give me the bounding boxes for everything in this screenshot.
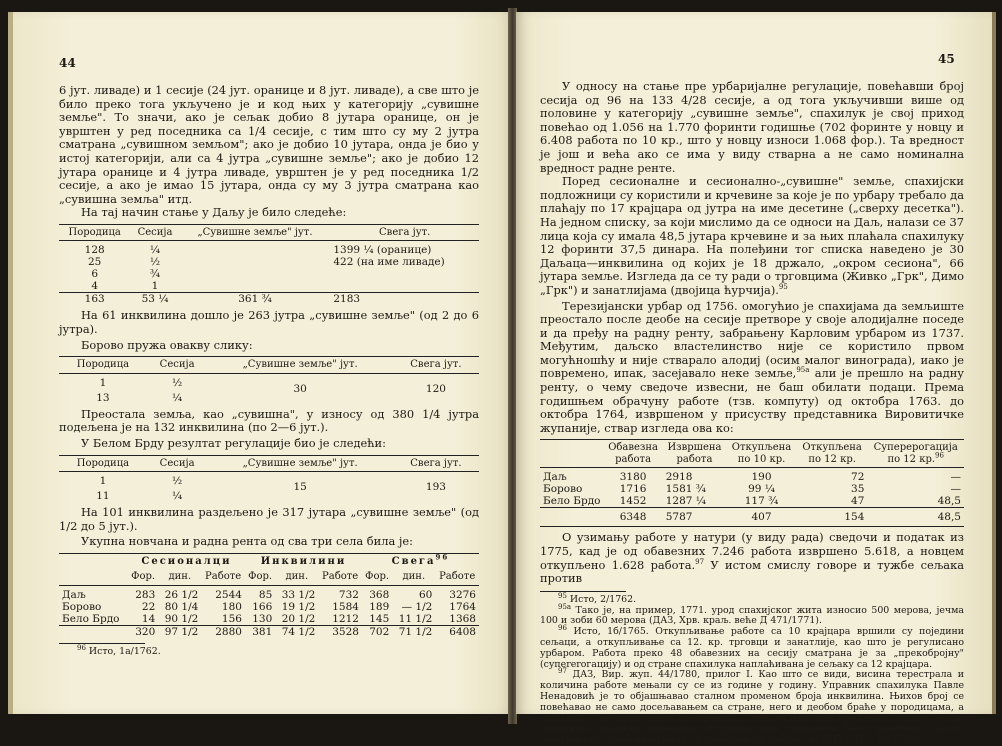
paragraph: У односу на стање пре урбаријалне регулације, повећавши број сесија од 96 на 133 4/28 сесије, а од тога укључивши више од половине у категорију „сувишне земље", спахилук је свој приход повећао од 1.056 на 1.770 форинти годишње (702 форинте у новцу и 6.408 работа по 10 кр., што у новцу износи 1.068 фор.). Та вредност је још и већа ако се има у виду стварна а не само номинална вредност радне ренте. xyxy=(540,79,964,175)
table-total-row xyxy=(59,625,479,638)
cell: 11 1/2 xyxy=(398,612,433,625)
cell: 19 1/2 xyxy=(281,600,316,613)
column-header: Сесија xyxy=(137,226,173,238)
row-label: Даљ xyxy=(543,471,567,484)
column-header: Работе xyxy=(439,571,476,583)
cell: 180 xyxy=(221,600,242,613)
table-row xyxy=(59,472,479,488)
cell: 1452 xyxy=(619,495,647,508)
cell: 130 xyxy=(252,612,273,625)
cell: 11 xyxy=(96,490,110,502)
footnote-text: Исто, 1а/1762. xyxy=(88,645,161,657)
cell: 361 ¾ xyxy=(238,293,272,306)
paragraph: На 101 инквилина раздељено је 317 јутара „сувишне земље" (од 1/2 до 5 јут.). xyxy=(59,505,479,533)
cell: 1 xyxy=(99,475,107,487)
cell: 47 xyxy=(851,495,865,508)
table-row xyxy=(59,601,479,613)
column-header: Откупљена по 12 кр. xyxy=(802,442,862,465)
page-number: 45 xyxy=(938,52,955,66)
footnote-mark: 96 xyxy=(77,643,86,652)
column-header: Работе xyxy=(322,571,359,583)
paragraph: 6 јут. ливаде) и 1 сесије (24 јут. оранице и 8 јут. ливаде), а све што је било преко тога укључено је и код њих у категорију „сувишне земље". То значи, ако је сељак добио 8 јутара оранице, он је уврштен у ред поседника са 1/4 сесије, с тим што су му 2 јутра сматрана „сувишном земљом"; ако је добио 10 јутара, онда је био у истој категорији, али са 4 јутра „сувишне земље"; ако је добио 12 јутара оранице и 4 јутра ливаде, уврштен је у ред поседника 1/2 сесије, а ако је имао 15 јутара, онда су му 3 јутра сматрана као „сувишна земља" итд. xyxy=(59,83,479,206)
table-total-row xyxy=(59,293,479,306)
cell: 71 1/2 xyxy=(398,625,433,638)
footnote-text: Исто, 2/1762. xyxy=(569,593,637,605)
cell: 25 xyxy=(88,256,102,269)
column-header: Фор. xyxy=(248,571,273,583)
footnote xyxy=(59,643,479,658)
left-page xyxy=(8,12,515,714)
cell: 120 xyxy=(425,382,446,395)
cell: 60 xyxy=(418,588,433,601)
paragraph-text: О узимању работе у натури (у виду рада) сведочи и податак из 1775, кад је од обавезних 7.246 работа извршено 5.618, а новцем откупљено 1.628 работа. xyxy=(540,530,964,572)
column-header: дин. xyxy=(285,571,309,583)
cell: ½ xyxy=(172,376,183,389)
cell: 14 xyxy=(141,612,156,625)
footnote xyxy=(540,624,964,670)
cell: 320 xyxy=(135,625,156,638)
paragraph-text: Поред сесионалне и сесионално-„сувишне" земље, спахијски подложници су користили и крчевине за које је по урбару требало да плаћају по 17 крајцара од јутра на име десетине („сверху десетка"). На једном списку, за који мислимо да се односи на Даљ, налази се 37 лица која су имала 48,5 јутара крчевине и за њих плаћала спахилуку 12 форинти 37,5 динара. На полеђини тог списка наведено је 30 Даљаца—инквилина од којих је 18 држало, „окром сесиона", 66 јутара земље. Изгледа да се ту ради о трговцима (Живко „Грк", Димо „Грк") и занатлијама (двојица ћурчија). xyxy=(540,174,964,297)
cell xyxy=(180,241,331,257)
cell: 33 1/2 xyxy=(281,588,316,601)
column-header: Свега јут. xyxy=(410,359,462,371)
cell: 2544 xyxy=(215,588,242,601)
paragraph xyxy=(540,175,964,297)
cell: 15 xyxy=(293,481,307,493)
cell: 154 xyxy=(844,511,865,524)
row-label: Бело Брдо xyxy=(543,495,601,508)
cell: 1287 ¼ xyxy=(665,495,706,508)
group-header xyxy=(362,553,479,569)
cell: 97 1/2 xyxy=(164,625,199,638)
cell: 22 xyxy=(141,600,156,613)
cell: 1368 xyxy=(449,612,476,625)
row-label: Даљ xyxy=(62,588,86,601)
paragraph-text: али је прешло на радну ренту, о чему сведоче извесни, не баш обилати подаци. Према годишњем обрачуну работе (тзв. компуту) од октобра 1763. до октобра 1764, извршеном у присуству представника Вировитичке жупаније, ствар изгледа ова ко: xyxy=(540,366,965,435)
paragraph xyxy=(540,300,964,436)
column-header: Фор. xyxy=(365,571,390,583)
paragraph: Преостала земља, као „сувишна", у износу од 380 1/4 јутра подељена је на 132 инквилина (по 2—6 јут.). xyxy=(59,406,479,435)
cell: 4 xyxy=(91,280,99,293)
footnote-text: Исто, 1б/1765. Откупљивање работе са 10 крајцара вршили су поједини сељаци, а откупљивање са 12. кр. трговци и занатлије, као што је регулисано урбаром. Работа преко 48 обавезних на сесију сматрана је за „прекобројну" (супererогацију) и од стране спахилука наплаћивана је сељаку са 12 крајцара. xyxy=(540,626,964,670)
cell: 1581 ¾ xyxy=(665,483,706,496)
footnote-mark: 95а xyxy=(558,602,572,611)
cell: ½ xyxy=(172,475,183,487)
footnotes xyxy=(59,643,479,658)
footnote-divider xyxy=(540,591,626,592)
cell: 48,5 xyxy=(937,511,961,524)
cell: 99 ¼ xyxy=(748,483,775,496)
table-dalj-sessions xyxy=(59,224,479,306)
cell: 35 xyxy=(851,483,865,496)
group-header: Инквилини xyxy=(260,555,347,567)
cell: 189 xyxy=(369,600,390,613)
table-row xyxy=(540,483,964,495)
column-header: дин. xyxy=(402,571,426,583)
cell xyxy=(180,256,331,268)
table-row xyxy=(59,256,479,268)
cell: 6348 xyxy=(619,511,647,524)
footnote-ref: 95 xyxy=(778,283,788,292)
column-header: Породица xyxy=(76,359,130,371)
cell: 6 xyxy=(91,268,99,281)
row-label: Бело Брдо xyxy=(62,612,120,625)
column-header: Свега јут. xyxy=(410,457,462,469)
table-row xyxy=(59,373,479,389)
cell: ¼ xyxy=(172,391,183,404)
footnotes xyxy=(540,591,964,746)
column-header: Сесија xyxy=(159,457,195,469)
cell: 13 xyxy=(96,391,110,404)
column-header: Свега јут. xyxy=(379,226,431,238)
group-header-label: Свега xyxy=(391,555,436,567)
column-header: Работе xyxy=(205,571,242,583)
page-number: 44 xyxy=(59,56,76,70)
footnote-ref: 97 xyxy=(695,557,705,566)
cell: 2183 xyxy=(333,293,361,306)
footnote-text: Тако је, на пример, 1771. урод спахијског жита износио 500 мерова, јечма 100 и зоби 60 мерова (ДАЗ, Хрв. краљ. веће Д 471/1771). xyxy=(540,604,964,627)
table-borovo xyxy=(59,356,479,404)
column-header: Породица xyxy=(76,457,130,469)
paragraph-text: Терезијански урбар од 1756. омогућио је спахијама да земљиште преостало после деобе на сесије претворе у своје алодијалне поседе и да пређу на радну ренту, забрањену Карловим урбаром из 1737. Међутим, даљско властелинство није се користило првом могућношћу и није стварало алодиј (осим малог винограда), иако је повремено, ипак, засејавало неке земље, xyxy=(540,298,964,381)
column-header: Извршена работа xyxy=(667,442,722,465)
cell xyxy=(330,280,479,293)
footnote-mark: 96 xyxy=(558,624,567,633)
column-header: Породица xyxy=(68,226,121,238)
cell: 732 xyxy=(338,588,359,601)
table-total-rent xyxy=(59,553,479,638)
paragraph xyxy=(540,531,964,585)
cell: 163 xyxy=(84,293,105,306)
left-page-content xyxy=(59,84,479,658)
cell: 283 xyxy=(135,588,156,601)
cell: 422 (на име ливаде) xyxy=(333,256,445,269)
cell: 117 ¾ xyxy=(744,495,779,508)
cell: ¼ xyxy=(149,244,161,257)
cell: 381 xyxy=(252,625,273,638)
table-total-row xyxy=(540,508,964,527)
cell: 1764 xyxy=(449,600,476,613)
table-row xyxy=(59,268,479,280)
cell: 193 xyxy=(425,481,446,493)
table-row xyxy=(540,468,964,484)
cell: 1716 xyxy=(619,483,647,496)
footnote-mark: 95 xyxy=(558,591,567,600)
cell: — 1/2 xyxy=(401,600,433,613)
cell: — xyxy=(950,483,961,496)
footnote-divider xyxy=(59,643,145,644)
column-header: Сесија xyxy=(159,359,195,371)
cell xyxy=(180,268,331,280)
column-header: „Сувишне земље" јут. xyxy=(197,226,313,238)
footnote-ref: 96 xyxy=(435,552,450,562)
cell xyxy=(330,268,479,280)
cell: 156 xyxy=(221,612,242,625)
cell: 74 1/2 xyxy=(281,625,316,638)
column-header-label: Суперерогација по 12 кр. xyxy=(873,442,958,465)
footnote xyxy=(540,602,964,628)
cell: — xyxy=(950,471,961,484)
right-page xyxy=(516,12,996,746)
table-row xyxy=(59,241,479,257)
row-label: Борово xyxy=(543,483,583,496)
cell: 1584 xyxy=(332,600,359,613)
cell: 3180 xyxy=(619,471,647,484)
paragraph: На тај начин стање у Даљу је било следеће: xyxy=(81,205,347,220)
cell xyxy=(180,280,331,293)
row-label: Борово xyxy=(62,600,102,613)
paragraph: Борово пружа овакву слику: xyxy=(81,337,253,352)
cell: 166 xyxy=(252,600,273,613)
footnote-ref: 96 xyxy=(935,451,944,460)
cell: 72 xyxy=(851,471,865,484)
footnote-ref: 95а xyxy=(796,366,810,375)
cell: 407 xyxy=(751,511,772,524)
footnote-mark: 97 xyxy=(558,667,567,676)
cell: ¼ xyxy=(172,490,183,502)
column-header: Фор. xyxy=(131,571,156,583)
cell: 368 xyxy=(369,588,390,601)
cell: 20 1/2 xyxy=(281,612,316,625)
column-header: „Сувишне земље" јут. xyxy=(242,457,358,469)
table-belo-brdo xyxy=(59,455,479,503)
cell: 26 1/2 xyxy=(164,588,199,601)
cell: 48,5 xyxy=(937,495,961,508)
table-row xyxy=(59,613,479,626)
column-header: Обавезна работа xyxy=(608,442,659,465)
right-page-content xyxy=(540,80,964,746)
column-header: „Сувишне земље" јут. xyxy=(242,359,358,371)
cell: 1212 xyxy=(332,612,359,625)
cell: 3276 xyxy=(449,588,476,601)
column-header: дин. xyxy=(168,571,192,583)
paragraph: На 61 инквилина дошло је 263 јутра „сувишне земље" (од 2 до 6 јутра). xyxy=(59,308,479,337)
footnote xyxy=(540,667,964,746)
cell: 702 xyxy=(369,625,390,638)
footnote-text: ДАЗ, Вир. жуп. 44/1780, прилог I. Као што се види, висина терестрала и количина работе мењали су се из године у годину. Управник спахилука Павле Ненадовић је то објашњавао сталном променом броја инквилина. Њихов број се повећавао не само досељавањем са стране, него и деобом браће у породицама, а смањивао реемигрирањем досељеника, односно њиховим преласком у друга села, поновним спајањем подељених породица или умирањем. Кнез, кметови и други општински службеници били су слободни од работе (АСАНУК „Б", 10/1780). xyxy=(540,669,964,746)
paragraph-text: У истом смислу говоре и тужбе сељака против xyxy=(540,557,964,586)
cell: 128 xyxy=(84,244,105,257)
cell: 190 xyxy=(751,471,772,484)
cell: 1399 ¼ (оранице) xyxy=(333,244,432,257)
cell: ½ xyxy=(149,256,161,269)
cell: 30 xyxy=(293,382,307,395)
table-labor-rent xyxy=(540,439,964,527)
paragraph: Укупна новчана и радна рента од сва три села била је: xyxy=(81,534,413,549)
cell: 1 xyxy=(99,376,107,389)
cell: 53 ¼ xyxy=(141,293,169,306)
cell: 145 xyxy=(369,612,390,625)
table-row xyxy=(59,585,479,601)
cell: 85 xyxy=(258,588,273,601)
cell: 2918 xyxy=(665,471,693,484)
group-header: Сесионалци xyxy=(141,555,232,567)
cell: 2880 xyxy=(215,625,242,638)
cell: 90 1/2 xyxy=(164,612,199,625)
column-header: Откупљена по 10 кр. xyxy=(731,442,792,465)
table-row xyxy=(59,280,479,293)
paragraph: У Белом Брду резултат регулације био је следећи: xyxy=(81,435,386,450)
cell: 1 xyxy=(151,280,159,293)
cell: 5787 xyxy=(665,511,693,524)
cell: 3528 xyxy=(332,625,359,638)
cell: ¾ xyxy=(149,268,161,281)
cell: 80 1/4 xyxy=(164,600,199,613)
cell: 6408 xyxy=(449,625,476,638)
table-row xyxy=(540,495,964,508)
column-header xyxy=(867,440,964,468)
